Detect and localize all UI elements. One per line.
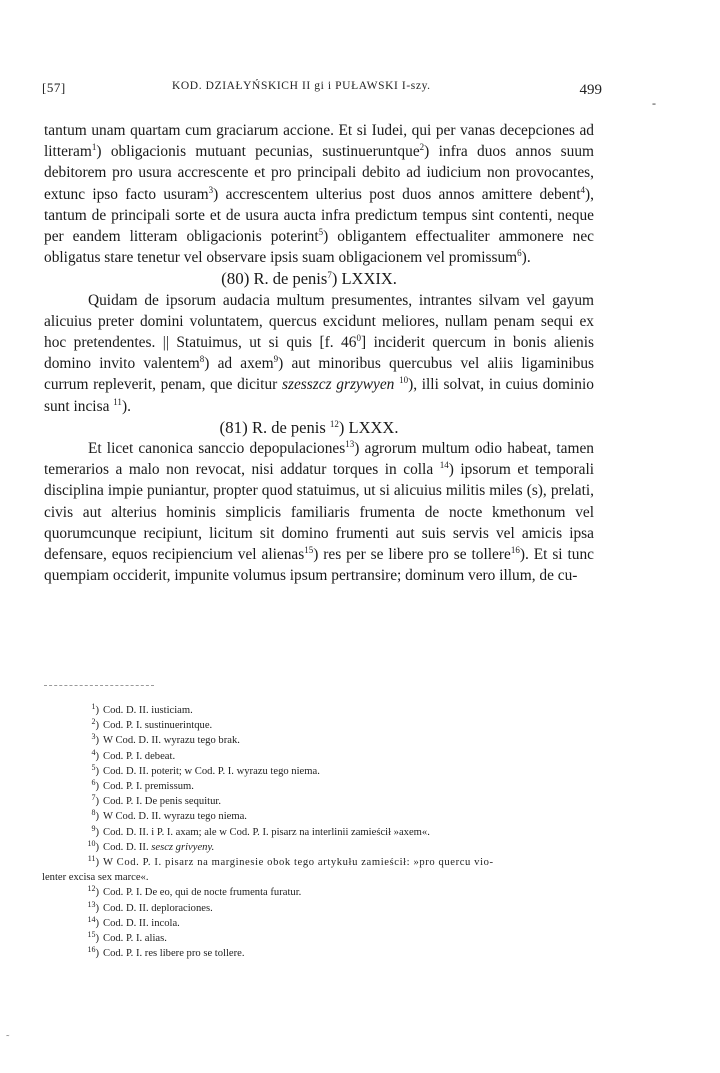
footnote: $^1$) Cod. D. II. iusticiam. — [91, 702, 193, 716]
margin-mark: - — [652, 96, 656, 110]
footnote: $^{12}$) Cod. P. I. De eo, qui de nocte frumenta furatur. — [87, 884, 302, 899]
scan-mark: ˜ — [6, 1034, 10, 1045]
footnote-separator — [44, 685, 154, 686]
article-80-text: Quidam de ipsorum audacia multum presumentes, intrantes silvam vel gayum alicuius preter domini voluntatem, quercus excidunt meliores, nullam penam sequi ex hoc pretendentes. || Statuimus, ut si quis [f. $46^0$] inciderit quercum in bonis alienis domino invito valentem$^8$) ad axem$^9$) aut minoribus quercubus vel aliis ligaminibus currum repleverit, penam, que dicitur szesszcz grzywyen $^{10}$), illi solvat, in cuius dominio sunt incisa $^{11}$). — [44, 291, 595, 415]
footnote-continuation: lenter excisa sex marce«. — [42, 872, 149, 884]
footnote: $^{16}$) Cod. P. I. res libere pro se tollere. — [87, 945, 245, 960]
footnote: $^6$) Cod. P. I. premissum. — [91, 778, 194, 793]
footnote: $^3$) W Cod. D. II. wyrazu tego brak. — [91, 732, 240, 747]
footnote: $^{13}$) Cod. D. II. deploraciones. — [87, 899, 213, 914]
footnote: $^{10}$) Cod. D. II. sescz grivyeny. — [87, 838, 215, 853]
footnote: $^9$) Cod. D. II. i P. I. axam; ale w Cod. P. I. pisarz na interlinii zamieścił »axem«. — [91, 823, 430, 838]
header-section-number: [57] — [42, 80, 66, 95]
page-number: 499 — [579, 82, 602, 98]
footnote: $^{11}$) W Cod. P. I. pisarz na marginesie obok tego artykułu zamieścił: »pro quercu vio- — [87, 854, 494, 869]
article-81-text: Et licet canonica sanccio depopulaciones$^{13}$) agrorum multum odio habeat, tamen temerarios a malo non revocat, nisi addatur torques in colla $^{14}$) ipsorum et temporali disciplina impie puniantur, propter quod statuimus, ut si alicuius militis miles (s), prelati, civis aut alterius hominis simplicis familiaris frumenta de nocte kmethonum vel quorumcunque recipiunt, licitum sit domino frumenti aut suis servis vel amicis ipsa defensare, equos recipiencium vel alienas$^{15}$) res per se libere pro se tollere$^{16}$). Et si tunc quempiam occiderit, impunite volumus ipsum pertransire; dominum vero illum, de cu- — [44, 439, 594, 585]
footnote: $^8$) W Cod. D. II. wyrazu tego niema. — [91, 808, 247, 823]
footnote: $^4$) Cod. P. I. debeat. — [91, 747, 176, 762]
main-text — [44, 120, 594, 586]
paragraph-continuation: tantum unam quartam cum graciarum accione. Et si Iudei, qui per vanas decepciones ad litteram$^1$) obligacionis mutuant pecunias, sustinueruntque$^2$) infra duos annos suum debitorem pro usura accrescente et pro principali debito ad iudicium non provocantes, extunc ipso facto usuram$^3$) accrescentem ulterius post duos annos amittere debent$^4$), tantum de principali sorte et de usura aucta infra predictum tempus sint contenti, neque per eandem litteram obligacionis poterint$^5$) obligantem effectualiter ammonere nec obligatus stare tenetur vel observare ipsis suam obligacionem vel promissum$^6$). — [44, 122, 594, 267]
header-title: KOD. DZIAŁYŃSKICH II gi i PUŁAWSKI I-szy. — [172, 80, 431, 92]
running-header — [42, 78, 602, 102]
footnotes — [44, 703, 594, 961]
footnote: $^7$) Cod. P. I. De penis sequitur. — [91, 793, 221, 808]
footnote: $^{15}$) Cod. P. I. alias. — [87, 930, 167, 945]
footnote: $^{14}$) Cod. D. II. incola. — [87, 914, 180, 929]
footnote: $^5$) Cod. D. II. poterit; w Cod. P. I. wyrazu tego niema. — [91, 762, 320, 777]
article-heading-81: (81) R. de penis $^{12}$) LXXX. — [219, 417, 399, 437]
article-heading-80: (80) R. de penis$^7$) LXXIX. — [221, 269, 397, 289]
footnote: $^2$) Cod. P. I. sustinuerintque. — [91, 717, 213, 732]
